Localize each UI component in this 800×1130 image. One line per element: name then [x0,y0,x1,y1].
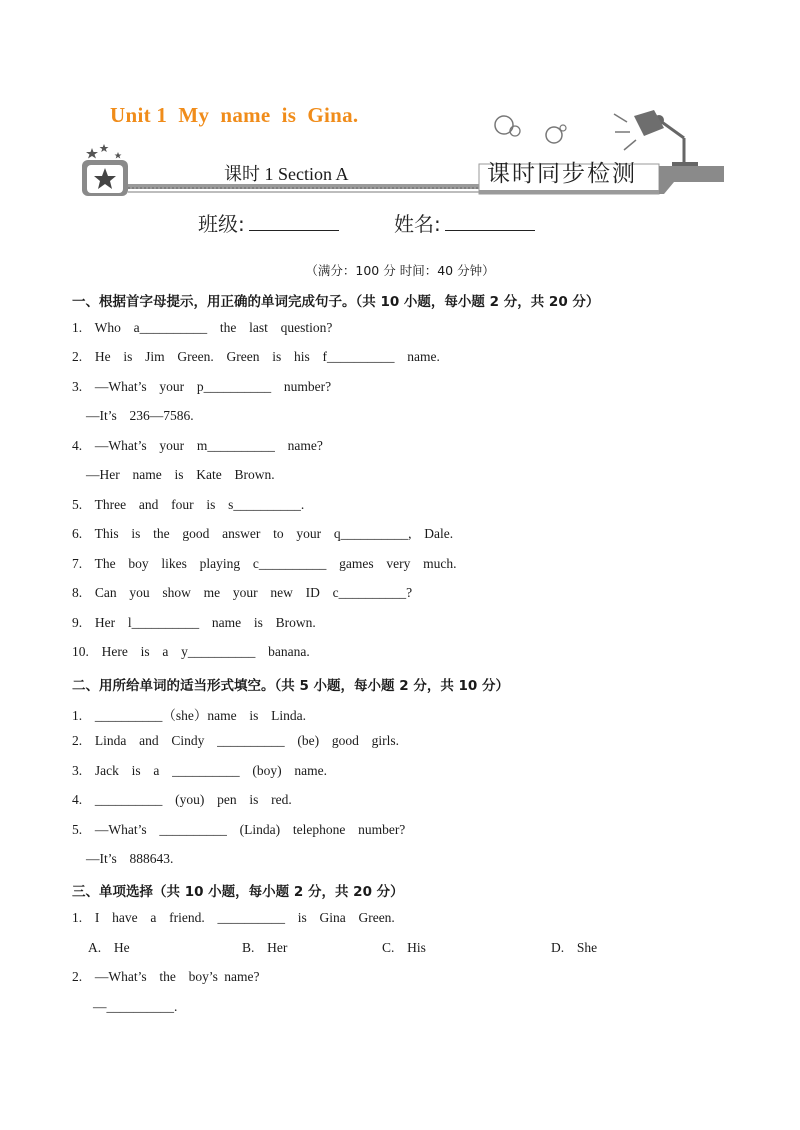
name-label: 姓名: [394,212,441,236]
s2-item-2: 2. Linda and Cindy __________ (be) good girls. [72,733,399,748]
s1-item-2: 2. He is Jim Green. Green is his f__________ name. [72,349,440,364]
s2-item-1: 1. __________（she）name is Linda. [72,708,306,723]
class-label: 班级: [198,212,245,236]
section-3-title: 三、单项选择（共 10 小题，每小题 2 分，共 20 分） [72,884,404,900]
s1-item-4-answer: —Her name is Kate Brown. [86,467,275,482]
name-blank [445,212,535,231]
s1-item-3: 3. —What’s your p__________ number? [72,379,332,394]
s1-item-5: 5. Three and four is s__________. [72,497,305,512]
name-field [394,208,535,237]
s3-q1-option-d: D. She [551,940,598,955]
s1-item-6: 6. This is the good answer to your q__________, Dale. [72,526,454,541]
class-field [198,208,339,237]
s1-item-9: 9. Her l__________ name is Brown. [72,615,316,630]
s2-item-5: 5. —What’s __________ (Linda) telephone number? [72,822,406,837]
s1-item-7: 7. The boy likes playing c__________ games very much. [72,556,457,571]
s3-q1-option-c: C. His [382,940,426,955]
s3-q2-answer: —__________. [93,999,178,1014]
s3-question-1: 1. I have a friend. __________ is Gina Green. [72,910,395,925]
unit-title: Unit 1 My name is Gina. [110,103,359,127]
s1-item-3-answer: —It’s 236—7586. [86,408,194,423]
class-blank [249,212,339,231]
s2-item-3: 3. Jack is a __________ (boy) name. [72,763,327,778]
s3-q1-option-b: B. Her [242,940,288,955]
s1-item-8: 8. Can you show me your new ID c__________? [72,585,413,600]
s2-item-4: 4. __________ (you) pen is red. [72,792,292,807]
lesson-label: 课时 1 Section A [224,164,349,184]
s3-question-2: 2. —What’s the boy’s name? [72,969,260,984]
section-2-title: 二、用所给单词的适当形式填空。（共 5 小题，每小题 2 分，共 10 分） [72,678,510,694]
s1-item-1: 1. Who a__________ the last question? [72,320,333,335]
sync-test-label: 课时同步检测 [487,161,637,187]
s1-item-10: 10. Here is a y__________ banana. [72,644,310,659]
score-time-info: （满分：100 分 时间：40 分钟） [305,263,495,278]
star-badge-icon [82,144,128,196]
section-1-title: 一、根据首字母提示，用正确的单词完成句子。（共 10 小题，每小题 2 分，共 20 分） [72,294,600,310]
s2-item-5-answer: —It’s 888643. [86,851,174,866]
s3-q1-option-a: A. He [88,940,130,955]
s1-item-4: 4. —What’s your m__________ name? [72,438,323,453]
